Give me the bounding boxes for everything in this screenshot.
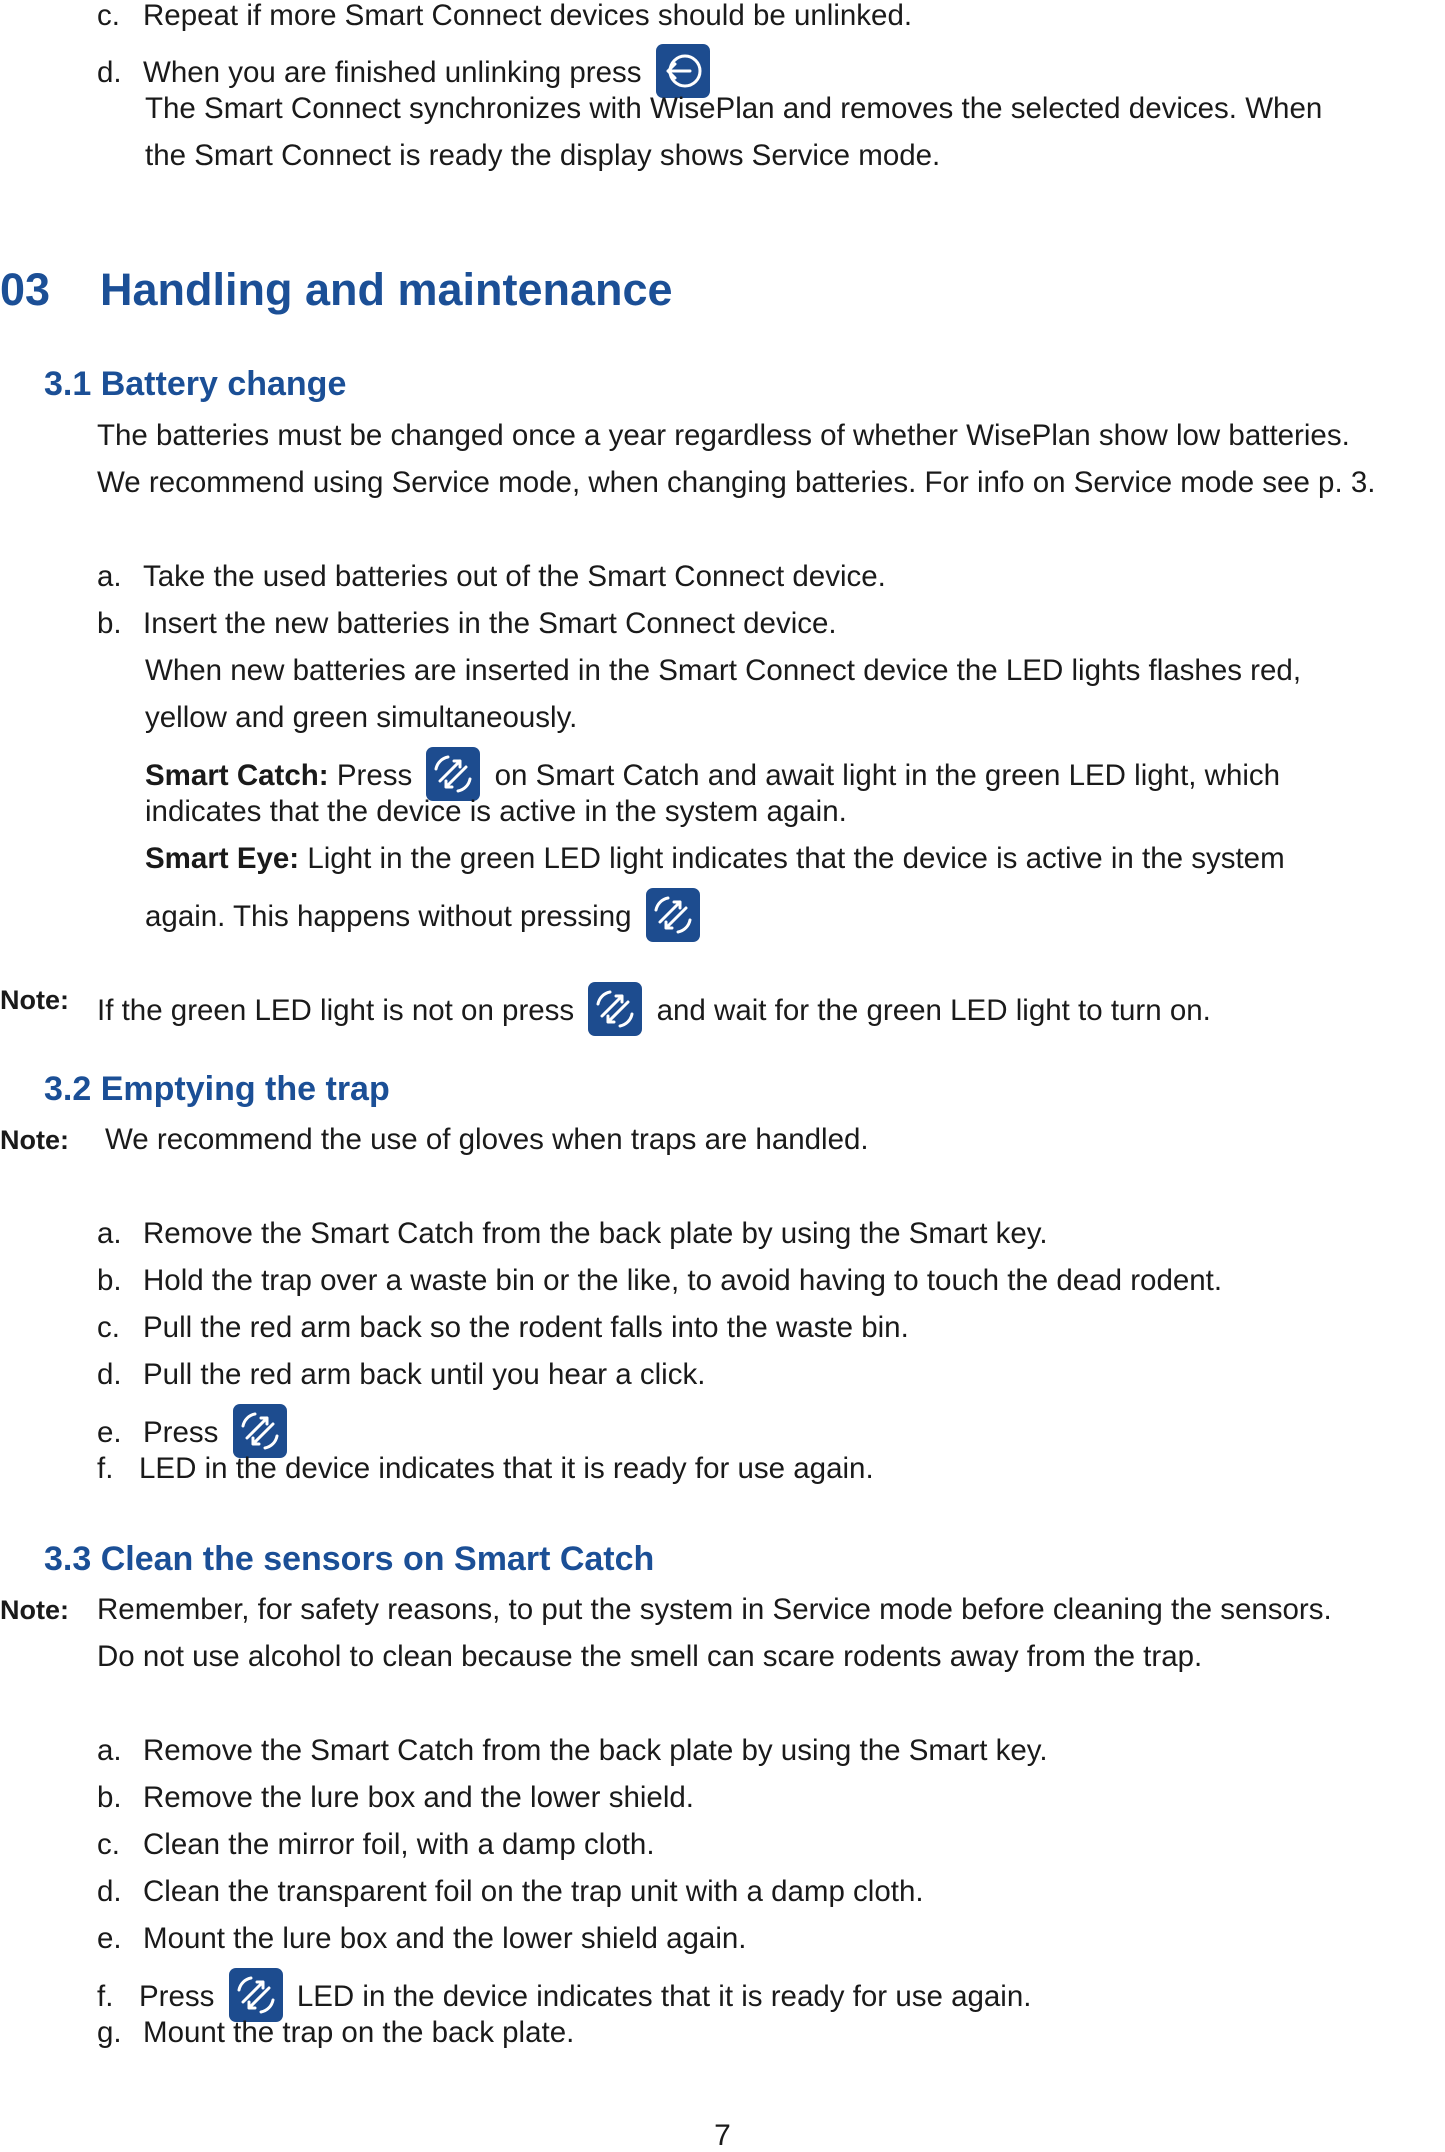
intro-item-d: d. When you are finished unlinking press xyxy=(97,47,716,101)
s33-item-f: f. Press LED in the device indicates that it is ready for use again. xyxy=(97,1971,1031,2025)
smart-eye-instruction: Smart Eye: Light in the green LED light indicates that the device is active in the system xyxy=(145,842,1285,875)
sync-arrows-icon xyxy=(646,888,700,942)
s33-item-e: e. Mount the lure box and the lower shield again. xyxy=(97,1922,747,1955)
s31-paragraph-2: We recommend using Service mode, when changing batteries. For info on Service mode see p. 3. xyxy=(97,466,1376,499)
section-title: 03 Handling and maintenance xyxy=(0,264,673,315)
s31-note-text: If the green LED light is not on press and wait for the green LED light to turn on. xyxy=(97,985,1211,1039)
s32-item-e: e. Press xyxy=(97,1407,293,1461)
s33-item-c: c. Clean the mirror foil, with a damp cloth. xyxy=(97,1828,655,1861)
s31-b-cont-2: yellow and green simultaneously. xyxy=(145,701,578,734)
s32-item-b: b. Hold the trap over a waste bin or the like, to avoid having to touch the dead rodent. xyxy=(97,1264,1223,1297)
heading-3-3: 3.3 Clean the sensors on Smart Catch xyxy=(44,1540,655,1578)
intro-d-cont-1: The Smart Connect synchronizes with WisePlan and removes the selected devices. When xyxy=(145,92,1323,125)
s32-item-d: d. Pull the red arm back until you hear a click. xyxy=(97,1358,706,1391)
heading-3-1: 3.1 Battery change xyxy=(44,365,347,403)
s31-paragraph-1: The batteries must be changed once a year regardless of whether WisePlan show low batteries. xyxy=(97,419,1350,452)
s33-item-g: g. Mount the trap on the back plate. xyxy=(97,2016,575,2049)
s33-item-b: b. Remove the lure box and the lower shield. xyxy=(97,1781,694,1814)
s33-item-a: a. Remove the Smart Catch from the back plate by using the Smart key. xyxy=(97,1734,1048,1767)
back-arrow-icon xyxy=(656,44,710,98)
heading-3-2: 3.2 Emptying the trap xyxy=(44,1070,390,1108)
s32-item-a: a. Remove the Smart Catch from the back plate by using the Smart key. xyxy=(97,1217,1048,1250)
smart-eye-cont: again. This happens without pressing xyxy=(145,891,706,945)
smart-catch-cont: indicates that the device is active in the system again. xyxy=(145,795,847,828)
sync-arrows-icon xyxy=(426,747,480,801)
s31-b-cont-1: When new batteries are inserted in the Smart Connect device the LED lights flashes red, xyxy=(145,654,1302,687)
s31-item-a: a. Take the used batteries out of the Smart Connect device. xyxy=(97,560,886,593)
page-number: 7 xyxy=(714,2119,731,2152)
sync-arrows-icon xyxy=(229,1968,283,2022)
sync-arrows-icon xyxy=(588,982,642,1036)
intro-d-cont-2: the Smart Connect is ready the display shows Service mode. xyxy=(145,139,941,172)
s33-note-text-2: Do not use alcohol to clean because the smell can scare rodents away from the trap. xyxy=(97,1640,1203,1673)
note-label: Note: xyxy=(0,985,69,1015)
sync-arrows-icon xyxy=(233,1404,287,1458)
note-label: Note: xyxy=(0,1595,69,1625)
s32-item-f: f. LED in the device indicates that it is ready for use again. xyxy=(97,1452,874,1485)
s31-item-b: b. Insert the new batteries in the Smart Connect device. xyxy=(97,607,837,640)
smart-catch-instruction: Smart Catch: Press on Smart Catch and await light in the green LED light, which xyxy=(145,750,1280,804)
s33-note-text-1: Remember, for safety reasons, to put the system in Service mode before cleaning the sensors. xyxy=(97,1593,1332,1626)
s32-item-c: c. Pull the red arm back so the rodent falls into the waste bin. xyxy=(97,1311,909,1344)
s32-note-text: We recommend the use of gloves when traps are handled. xyxy=(105,1123,869,1156)
s33-item-d: d. Clean the transparent foil on the trap unit with a damp cloth. xyxy=(97,1875,924,1908)
note-label: Note: xyxy=(0,1125,69,1155)
intro-item-c: c. Repeat if more Smart Connect devices should be unlinked. xyxy=(97,0,913,32)
